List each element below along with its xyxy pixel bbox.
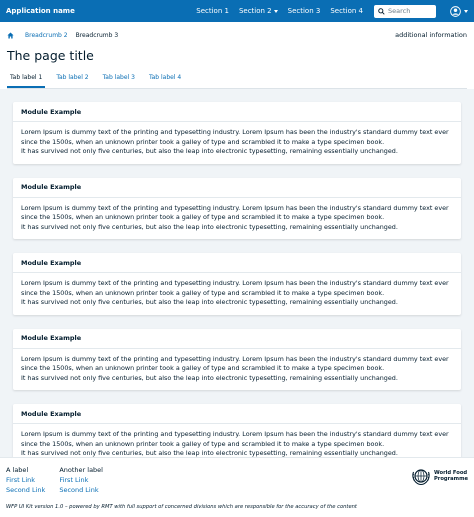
- nav-section-1-label: Section 1: [196, 7, 229, 15]
- additional-information: additional information: [395, 31, 467, 39]
- module-paragraph: It has survived not only five centuries, but also the leap into electronic typesetting, remaining essentially unchanged.: [21, 222, 398, 231]
- nav-section-2[interactable]: [239, 7, 278, 15]
- tab-bar: [7, 70, 467, 89]
- module-body: [13, 198, 461, 240]
- footer-link-second[interactable]: Second Link: [59, 485, 99, 494]
- module-paragraph: It has survived not only five centuries, but also the leap into electronic typesetting, remaining essentially unchanged.: [21, 449, 398, 457]
- wfp-logo-text: [434, 470, 468, 483]
- module-card: [13, 253, 461, 315]
- module-card: [13, 178, 461, 240]
- tab-label-4[interactable]: Tab label 4: [148, 74, 182, 81]
- search-icon: [378, 8, 385, 15]
- footer-column-title: A label: [6, 466, 29, 474]
- page-footer: [0, 457, 474, 517]
- footer-column-title: Another label: [59, 466, 103, 474]
- footer-link-first[interactable]: First Link: [6, 476, 36, 484]
- module-paragraph: Lorem Ipsum is dummy text of the printing and typesetting industry. Lorem Ipsum has been the industry's standard dummy text ever since the 1500s, when an unknown printer took a galley of type and scrambled it to make a type specimen book.: [21, 354, 449, 372]
- module-title: Module Example: [13, 329, 461, 349]
- user-menu[interactable]: [450, 6, 468, 17]
- chevron-down-icon: [464, 10, 468, 13]
- nav-section-4-label: Section 4: [330, 7, 363, 15]
- module-title: Module Example: [13, 178, 461, 198]
- wfp-logo-line2: Programme: [433, 476, 468, 482]
- main-content: [0, 89, 474, 457]
- nav-section-3-label: Section 3: [287, 7, 321, 15]
- nav-section-1[interactable]: [196, 7, 229, 15]
- nav-section-2-label: Section 2: [238, 7, 272, 15]
- app-name[interactable]: Application name: [6, 7, 75, 15]
- footer-note: WFP UI Kit version 1.0 – powered by RMT with full support of concerned divisions which are responsible for the accuracy of the content: [6, 504, 357, 510]
- tab-label-2[interactable]: Tab label 2: [56, 74, 89, 81]
- page-header: [0, 22, 474, 89]
- breadcrumb-item-3: Breadcrumb 3: [75, 31, 119, 39]
- nav-section-3[interactable]: [288, 7, 321, 15]
- module-paragraph: It has survived not only five centuries, but also the leap into electronic typesetting, remaining essentially unchanged.: [21, 147, 398, 155]
- module-paragraph: Lorem Ipsum is dummy text of the printing and typesetting industry. Lorem Ipsum has been the industry's standard dummy text ever since the 1500s, when an unknown printer took a galley of type and scrambled it to make a type specimen book.: [21, 203, 449, 221]
- chevron-down-icon: [274, 10, 278, 13]
- search-input[interactable]: [388, 7, 434, 15]
- module-paragraph: Lorem Ipsum is dummy text of the printing and typesetting industry. Lorem Ipsum has been the industry's standard dummy text ever since the 1500s, when an unknown printer took a galley of type and scrambled it to make a type specimen book.: [21, 430, 449, 448]
- module-title: Module Example: [13, 404, 461, 424]
- footer-link-second[interactable]: Second Link: [6, 485, 46, 494]
- top-navbar: [0, 0, 474, 22]
- search-box[interactable]: [374, 5, 436, 18]
- tab-label-1[interactable]: Tab label 1: [7, 70, 45, 88]
- footer-column-2: [59, 466, 103, 495]
- module-paragraph: It has survived not only five centuries, but also the leap into electronic typesetting, remaining essentially unchanged.: [21, 373, 398, 382]
- breadcrumb-home[interactable]: [7, 32, 17, 39]
- module-paragraph: Lorem Ipsum is dummy text of the printing and typesetting industry. Lorem Ipsum has been the industry's standard dummy text ever since the 1500s, when an unknown printer took a galley of type and scrambled it to make a type specimen book.: [21, 128, 449, 146]
- module-paragraph: Lorem Ipsum is dummy text of the printing and typesetting industry. Lorem Ipsum has been the industry's standard dummy text ever since the 1500s, when an unknown printer took a galley of type and scrambled it to make a type specimen book.: [21, 279, 449, 297]
- breadcrumb-item-2[interactable]: Breadcrumb 2: [25, 31, 68, 39]
- module-body: [13, 122, 461, 164]
- module-title: Module Example: [13, 102, 461, 122]
- module-card: [13, 329, 461, 391]
- nav-links: [186, 7, 363, 15]
- user-icon: [450, 6, 461, 17]
- nav-section-4[interactable]: [330, 7, 363, 15]
- footer-column-1: [6, 466, 45, 495]
- footer-link-first[interactable]: First Link: [59, 476, 89, 484]
- breadcrumb: [7, 22, 467, 48]
- wfp-logo: [411, 466, 468, 486]
- module-body: [13, 349, 461, 391]
- page-title: The page title: [7, 48, 94, 63]
- wfp-logo-line1: World Food: [433, 469, 468, 476]
- footer-columns: [6, 466, 468, 495]
- wfp-logo-icon: [411, 466, 431, 486]
- module-body: [13, 273, 461, 315]
- tab-label-3[interactable]: Tab label 3: [102, 74, 135, 81]
- module-card: [13, 102, 461, 164]
- module-title: Module Example: [13, 253, 461, 273]
- home-icon: [7, 32, 14, 39]
- module-paragraph: It has survived not only five centuries, but also the leap into electronic typesetting, remaining essentially unchanged.: [21, 298, 398, 306]
